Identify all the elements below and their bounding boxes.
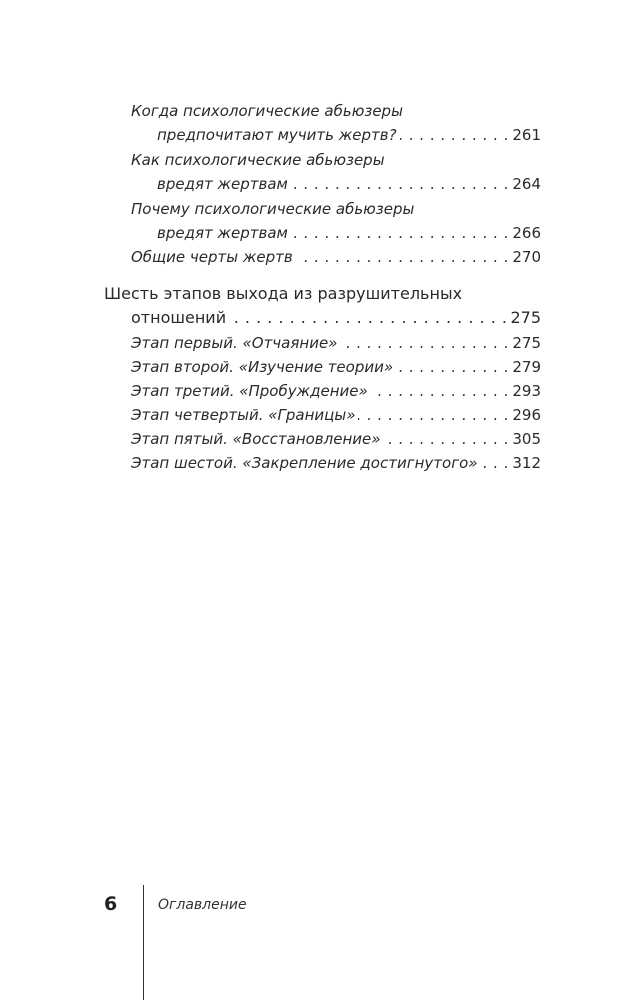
toc-entry[interactable]	[131, 246, 541, 268]
dot-leader	[481, 452, 510, 474]
entry-title: Почему психологические абьюзеры	[131, 200, 415, 218]
page-number: 264	[512, 175, 541, 193]
toc-entry[interactable]	[157, 124, 541, 146]
toc-entry[interactable]	[131, 404, 541, 426]
dot-leader	[400, 124, 510, 146]
entry-title: вредят жертвам	[157, 175, 288, 193]
entry-title: Этап шестой. «Закрепление достигнутого»	[131, 454, 478, 472]
entry-title: вредят жертвам	[157, 224, 288, 242]
page-number: 266	[512, 224, 541, 242]
entry-title: предпочитают мучить жертв?	[157, 126, 397, 144]
toc-entry-line	[131, 149, 541, 171]
toc-entry[interactable]	[131, 428, 541, 450]
footer-divider	[143, 885, 144, 1000]
dot-leader	[229, 307, 507, 329]
entry-title: Как психологические абьюзеры	[131, 151, 385, 169]
page-number: 270	[512, 248, 541, 266]
section-title: отношений	[131, 308, 227, 327]
dot-leader	[291, 222, 510, 244]
entry-title: Этап третий. «Пробуждение»	[131, 382, 368, 400]
dot-leader	[371, 380, 510, 402]
page-number: 275	[510, 308, 541, 327]
dot-leader	[296, 246, 510, 268]
toc-entry[interactable]	[131, 332, 541, 354]
page-number: 279	[512, 358, 541, 376]
page-number: 261	[512, 126, 541, 144]
toc-entry-line	[131, 100, 541, 122]
page-number: 305	[512, 430, 541, 448]
dot-leader	[340, 332, 509, 354]
dot-leader	[358, 404, 509, 426]
toc-entry[interactable]	[131, 452, 541, 474]
entry-title: Этап четвертый. «Границы»	[131, 406, 356, 424]
dot-leader	[384, 428, 510, 450]
toc-entry-line	[131, 198, 541, 220]
toc-entry[interactable]	[131, 380, 541, 402]
page-number: 293	[512, 382, 541, 400]
entry-title: Когда психологические абьюзеры	[131, 102, 403, 120]
section-heading[interactable]	[131, 307, 541, 329]
toc-entry[interactable]	[157, 173, 541, 195]
page-number: 275	[512, 334, 541, 352]
running-title: Оглавление	[158, 897, 247, 913]
toc-entry[interactable]	[157, 222, 541, 244]
folio-page-number: 6	[104, 893, 118, 915]
entry-title: Этап второй. «Изучение теории»	[131, 358, 394, 376]
entry-title: Этап первый. «Отчаяние»	[131, 334, 338, 352]
section-title: Шесть этапов выхода из разрушительных	[104, 284, 463, 303]
dot-leader	[396, 356, 509, 378]
section-heading-line	[104, 283, 541, 305]
page-number: 296	[512, 406, 541, 424]
entry-title: Этап пятый. «Восстановление»	[131, 430, 381, 448]
entry-title: Общие черты жертв	[131, 248, 293, 266]
toc-entry[interactable]	[131, 356, 541, 378]
dot-leader	[291, 173, 510, 195]
page-number: 312	[512, 454, 541, 472]
